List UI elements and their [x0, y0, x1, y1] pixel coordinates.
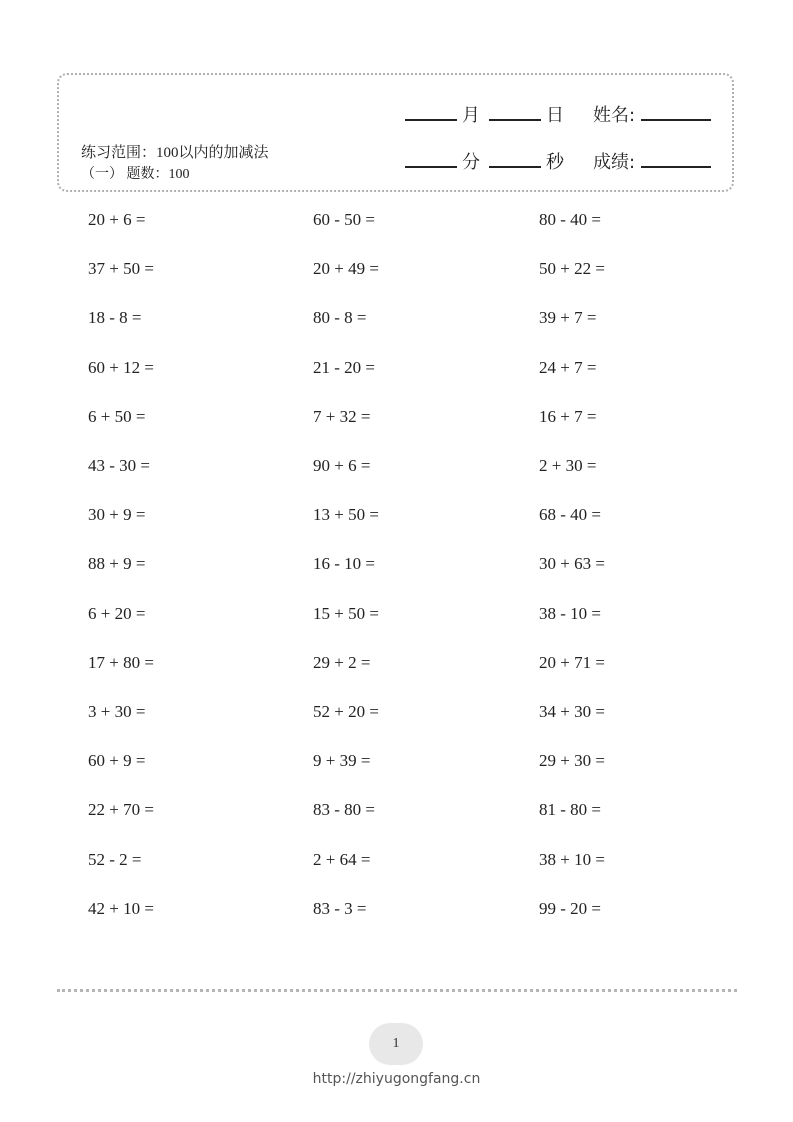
- minute-label: 分: [462, 152, 480, 173]
- problem-row: [88, 751, 728, 775]
- problem-item: 81 - 80 =: [539, 800, 601, 820]
- day-blank[interactable]: [489, 119, 541, 121]
- day-label: 日: [546, 105, 564, 126]
- problem-row: [88, 456, 728, 480]
- problem-row: [88, 899, 728, 923]
- practice-range-text: 练习范围：100以内的加减法: [81, 145, 269, 161]
- month-label: 月: [462, 105, 480, 126]
- problem-item: 90 + 6 =: [313, 456, 371, 475]
- problem-item: 34 + 30 =: [539, 702, 605, 721]
- date-name-row: [405, 101, 715, 127]
- problem-item: 30 + 63 =: [539, 554, 605, 574]
- problem-item: 7 + 32 =: [313, 406, 371, 426]
- page-number: 1: [369, 1023, 423, 1065]
- problem-item: 16 + 7 =: [539, 406, 597, 426]
- problem-item: 52 - 2 =: [88, 849, 142, 869]
- problem-item: 13 + 50 =: [313, 505, 379, 525]
- problem-item: 60 - 50 =: [313, 210, 375, 229]
- problem-row: [88, 800, 728, 824]
- problem-item: 39 + 7 =: [539, 308, 597, 328]
- problem-row: [88, 210, 728, 234]
- problem-row: [88, 653, 728, 677]
- problem-item: 20 + 6 =: [88, 210, 146, 229]
- problem-item: 80 - 8 =: [313, 308, 367, 328]
- problem-item: 6 + 20 =: [88, 603, 146, 623]
- problem-item: 68 - 40 =: [539, 505, 601, 525]
- problem-item: 83 - 3 =: [313, 898, 367, 918]
- score-label: 成绩:: [593, 152, 636, 173]
- problem-item: 80 - 40 =: [539, 210, 601, 229]
- second-blank[interactable]: [489, 166, 541, 168]
- problem-row: [88, 850, 728, 874]
- score-blank[interactable]: [641, 166, 711, 168]
- problem-row: [88, 702, 728, 726]
- problem-item: 99 - 20 =: [539, 898, 601, 918]
- problem-item: 43 - 30 =: [88, 456, 150, 475]
- problem-item: 21 - 20 =: [313, 357, 375, 377]
- problem-item: 88 + 9 =: [88, 554, 146, 574]
- problem-item: 60 + 12 =: [88, 357, 154, 377]
- name-label: 姓名:: [593, 105, 636, 126]
- problem-row: [88, 407, 728, 431]
- site-url: http://zhiyugongfang.cn: [312, 1071, 481, 1087]
- problem-item: 38 + 10 =: [539, 849, 605, 869]
- problem-item: 20 + 71 =: [539, 652, 605, 672]
- footer-divider: [57, 989, 737, 992]
- problem-item: 60 + 9 =: [88, 751, 146, 771]
- problem-row: [88, 358, 728, 382]
- worksheet-header: [57, 73, 734, 192]
- problem-item: 52 + 20 =: [313, 702, 379, 721]
- problem-row: [88, 308, 728, 332]
- problem-item: 20 + 49 =: [313, 259, 379, 279]
- problem-item: 2 + 64 =: [313, 849, 371, 869]
- problem-item: 37 + 50 =: [88, 259, 154, 279]
- problem-item: 9 + 39 =: [313, 751, 371, 771]
- problem-row: [88, 505, 728, 529]
- problem-item: 50 + 22 =: [539, 259, 605, 279]
- problem-item: 17 + 80 =: [88, 652, 154, 672]
- problem-item: 16 - 10 =: [313, 554, 375, 574]
- minute-blank[interactable]: [405, 166, 457, 168]
- problem-item: 29 + 30 =: [539, 751, 605, 771]
- problem-item: 3 + 30 =: [88, 702, 146, 721]
- second-label: 秒: [546, 152, 564, 173]
- problem-item: 15 + 50 =: [313, 603, 379, 623]
- problem-item: 83 - 80 =: [313, 800, 375, 820]
- problem-item: 24 + 7 =: [539, 357, 597, 377]
- problem-item: 2 + 30 =: [539, 456, 597, 475]
- name-blank[interactable]: [641, 119, 711, 121]
- problem-item: 38 - 10 =: [539, 603, 601, 623]
- problem-item: 42 + 10 =: [88, 898, 154, 918]
- problem-row: [88, 554, 728, 578]
- question-count-text: （一） 题数：100: [81, 167, 190, 182]
- problem-item: 6 + 50 =: [88, 406, 146, 426]
- problem-item: 22 + 70 =: [88, 800, 154, 820]
- problem-item: 29 + 2 =: [313, 652, 371, 672]
- problem-row: [88, 259, 728, 283]
- time-score-row: [405, 148, 715, 174]
- problem-row: [88, 604, 728, 628]
- problem-item: 30 + 9 =: [88, 505, 146, 525]
- problem-item: 18 - 8 =: [88, 308, 142, 328]
- month-blank[interactable]: [405, 119, 457, 121]
